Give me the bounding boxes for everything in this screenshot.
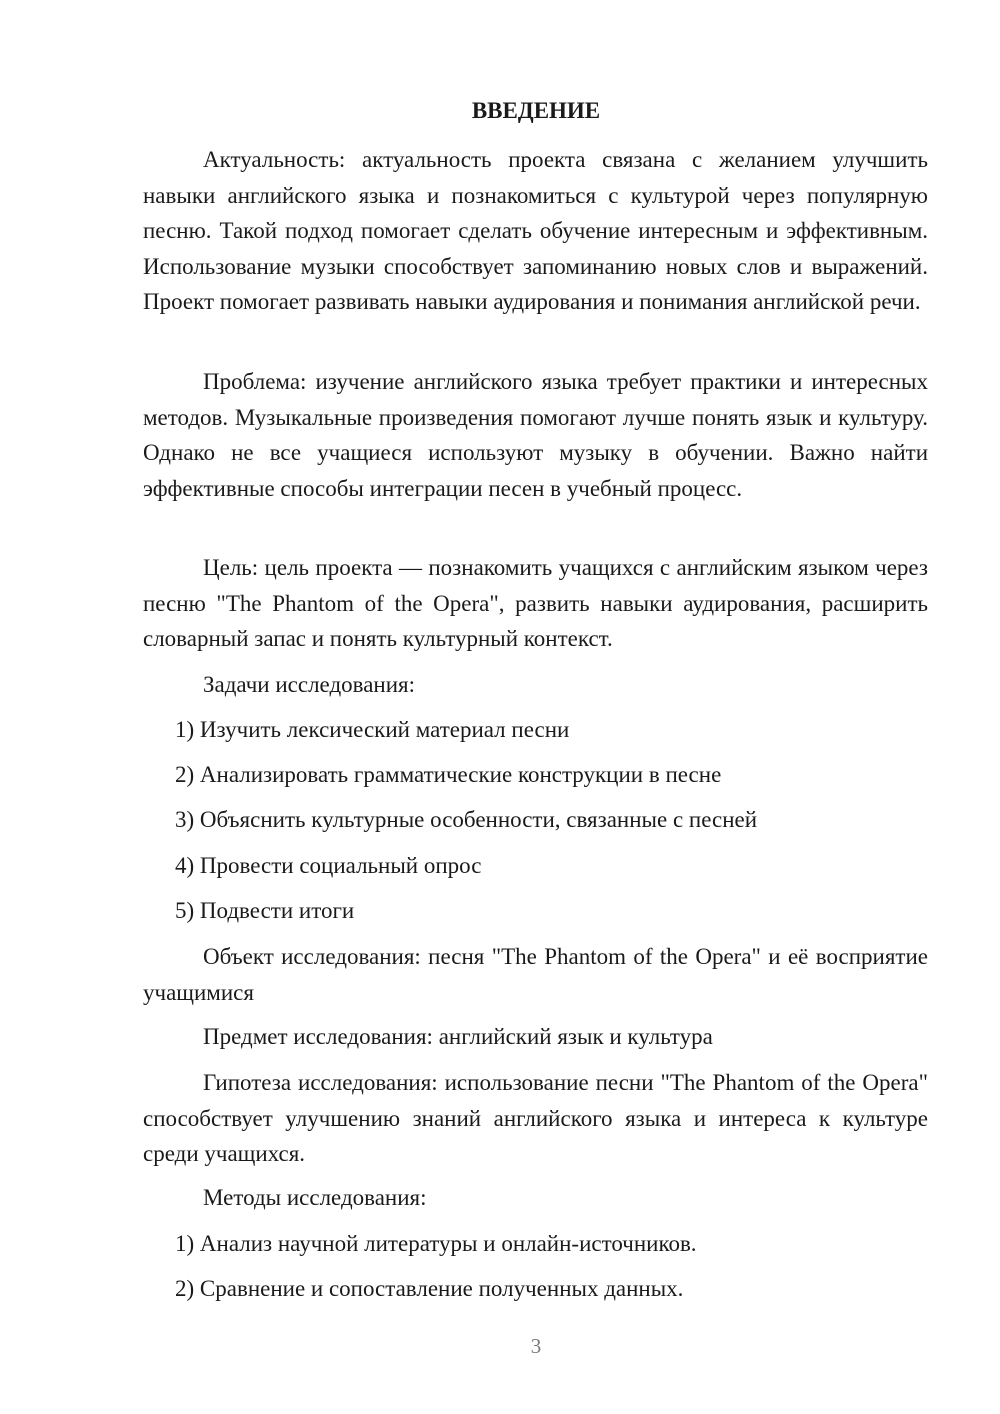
hypothesis-text: Гипотеза исследования: использование песни "The Phantom of the Opera" способствует улучшению знаний английского языка и интереса к культуре среди учащихся. — [143, 1070, 928, 1166]
problem-paragraph — [143, 364, 928, 506]
goal-paragraph — [143, 550, 928, 657]
subject-line: Предмет исследования: английский язык и культура — [203, 1024, 713, 1049]
task-item: 5) Подвести итоги — [175, 898, 355, 923]
hypothesis-paragraph — [143, 1065, 928, 1172]
relevance-text: Актуальность: актуальность проекта связана с желанием улучшить навыки английского языка и познакомиться с культурой через популярную песню. Такой подход помогает сделать обучение интересным и эффективным. Использование музыки способствует запоминанию новых слов и выражений. Проект помогает развивать навыки аудирования и понимания английской речи. — [143, 147, 928, 314]
task-item: 4) Провести социальный опрос — [175, 853, 482, 878]
relevance-paragraph — [143, 142, 928, 320]
methods-heading: Методы исследования: — [203, 1185, 427, 1210]
method-item: 2) Сравнение и сопоставление полученных данных. — [175, 1276, 684, 1301]
section-heading: ВВЕДЕНИЕ — [471, 98, 601, 123]
task-item: 2) Анализировать грамматические конструкции в песне — [175, 762, 722, 787]
task-item: 1) Изучить лексический материал песни — [175, 717, 570, 742]
object-text: Объект исследования: песня "The Phantom of the Opera" и её восприятие учащимися — [143, 944, 928, 1005]
method-item: 1) Анализ научной литературы и онлайн-источников. — [175, 1231, 697, 1256]
page-number: 3 — [530, 1334, 542, 1358]
tasks-heading: Задачи исследования: — [203, 672, 416, 697]
object-paragraph — [143, 939, 928, 1010]
task-item: 3) Объяснить культурные особенности, связанные с песней — [175, 807, 758, 832]
problem-text: Проблема: изучение английского языка требует практики и интересных методов. Музыкальные произведения помогают лучше понять язык и культуру. Однако не все учащиеся используют музыку в обучении. Важно найти эффективные способы интеграции песен в учебный процесс. — [143, 369, 928, 501]
goal-text: Цель: цель проекта — познакомить учащихся с английским языком через песню "The Phantom of the Opera", развить навыки аудирования, расширить словарный запас и понять культурный контекст. — [143, 555, 928, 651]
